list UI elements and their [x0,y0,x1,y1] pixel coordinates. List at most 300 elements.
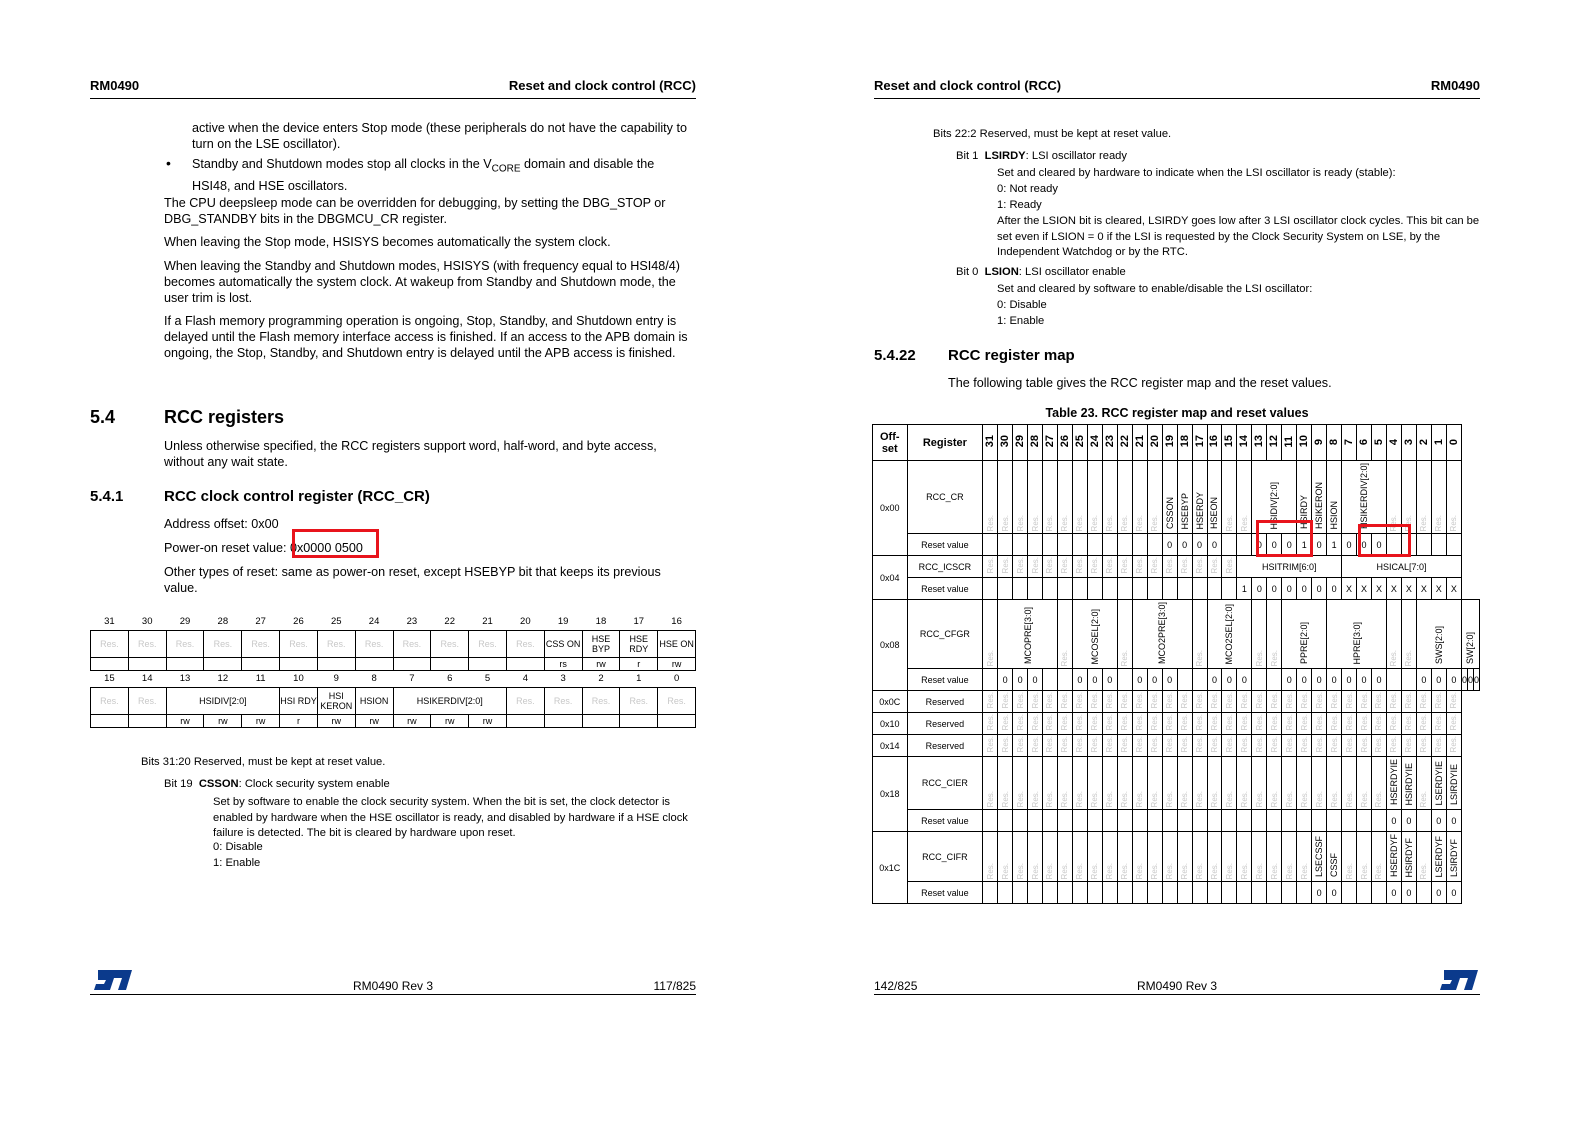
reserved-bit: Res. [1374,714,1384,731]
bit-description: Bits 22:2 Reserved, must be kept at reset value. [933,128,1172,140]
reserved-bit [1087,556,1102,578]
reserved-bit: Res. [1224,790,1234,808]
reserved-bit: Res. [1254,692,1264,709]
reserved-bit [1357,691,1372,713]
reset-bit-value [1312,882,1327,904]
offset-cell: 0x00 [880,503,900,514]
reserved-bit: Res. [1165,790,1175,808]
empty-cell [998,810,1013,832]
column-header-bit: 20 [1148,435,1161,448]
access-type: rw [431,715,469,728]
reserved-bit: Res. [1045,862,1055,880]
reset-bit-value [1357,669,1372,691]
reserved-bit: Res. [1075,714,1085,731]
register-field: HSERDYF [1388,834,1399,878]
bit-description: Bit 0 LSION: LSI oscillator enable [956,266,1126,278]
empty-cell [1282,810,1297,832]
column-header-bit [1416,425,1431,461]
reserved-bit: Res. [1404,714,1414,731]
reset-bit-value [1431,810,1446,832]
reserved-bit: Res. [1090,557,1100,574]
reset-bit-value: 0 [1331,583,1337,594]
reserved-bit: Res. [166,631,204,658]
reserved-bit: Res. [1060,862,1070,880]
register-field: LSERDYIE [1433,760,1444,806]
reserved-bit: Res. [1060,557,1070,574]
reserved-bit [1416,713,1431,735]
reserved-bit: Res. [1299,790,1309,808]
reserved-bit: Res. [1090,790,1100,808]
reserved-bit [1072,461,1087,534]
reserved-bit [1013,713,1028,735]
reserved-bit: Res. [1344,790,1354,808]
reserved-bit [1087,757,1102,810]
column-header-bit: 10 [1298,435,1311,448]
reset-bit-value [1237,578,1252,600]
reserved-bit: Res. [1434,714,1444,731]
reset-value-label [907,669,983,691]
reserved-bit [1013,832,1028,882]
reserved-bit: Res. [1000,862,1010,880]
reset-bit-value [1267,578,1282,600]
reserved-bit: Res. [91,688,129,715]
reserved-bit [1446,735,1461,757]
column-header-bit: 21 [1133,435,1146,448]
reserved-bit: Res. [1090,862,1100,880]
reserved-bit [1222,691,1237,713]
reserved-bit: Res. [1389,714,1399,731]
reserved-bit [1342,832,1357,882]
empty-cell [1028,534,1043,556]
section-title: RCC registers [164,407,285,427]
offset-cell [873,461,908,556]
paragraph: Standby and Shutdown modes stop all clocks in the $V_{CORE}$ domain and disable the HSI48, and HSE oscillators. [192,157,655,193]
register-field: CSSON [1164,497,1175,530]
reserved-bit [1028,757,1043,810]
register-field [1282,600,1327,669]
reserved-bit: Res. [1000,790,1010,808]
reserved-bit: Res. [1120,862,1130,880]
register-name: RCC_ICSCR [918,561,972,572]
reset-bit-value [1282,578,1297,600]
reserved-bit [1237,757,1252,810]
register-field: SWS[2:0] [1433,626,1444,665]
reserved-bit: Res. [1254,862,1264,880]
register-name [907,832,983,882]
reserved-bit [1297,691,1312,713]
column-header-bit [1222,425,1237,461]
reserved-bit: Res. [1209,862,1219,880]
register-field [1431,757,1446,810]
reserved-bit: Res. [544,688,582,715]
empty-cell [1013,810,1028,832]
reset-bit-value [1312,578,1327,600]
reserved-bit: Res. [1060,692,1070,709]
bit-number: 1 [636,673,642,684]
empty-cell [1401,669,1416,691]
reserved-bit [1162,832,1177,882]
column-header-bit [1057,425,1072,461]
reset-bit-value [1252,578,1267,600]
empty-cell [1102,534,1117,556]
rcc-cr-bit-table [90,614,696,728]
register-field: MCOPRE[3:0] [1022,607,1033,665]
reserved-bit: Res. [1150,736,1160,753]
reserved-bit: Res. [1299,736,1309,753]
reset-bit-value [1147,669,1162,691]
column-header-bit: 19 [1163,435,1176,448]
reserved-bit: Res. [1269,862,1279,880]
reserved-bit [1267,600,1282,669]
bit-number: 16 [671,616,682,627]
bit-description: Bits 31:20 Reserved, must be kept at reset value. [141,756,386,768]
reserved-bit: Res. [280,631,318,658]
footer-page-number: 117/825 [653,979,696,993]
reserved-bit [1357,832,1372,882]
bit-detail: 1: Enable [997,315,1045,327]
reserved-bit [983,691,998,713]
column-header-bit [1282,425,1297,461]
empty-cell [1267,882,1282,904]
reset-bit-value: 0 [1331,674,1337,685]
reserved-bit: Res. [1419,862,1429,880]
reserved-bit: Res. [1165,692,1175,709]
column-header-bit: 22 [1118,435,1131,448]
empty-cell [1177,810,1192,832]
reserved-bit [1297,735,1312,757]
bit-number: 26 [293,616,304,627]
empty-cell [1252,882,1267,904]
reserved-bit: Res. [1105,736,1115,753]
empty-cell [1267,810,1282,832]
reserved-bit [1431,713,1446,735]
reserved-bit: Res. [431,631,469,658]
reserved-bit: Res. [1254,714,1264,731]
reserved-bit: Res. [1180,736,1190,753]
reserved-bit: Res. [1135,862,1145,880]
reserved-bit: Res. [1389,649,1399,667]
column-header-bit: 31 [984,435,997,448]
reserved-bit [1087,461,1102,534]
column-header-bit: 27 [1043,435,1056,448]
reserved-bit: Res. [1254,790,1264,808]
reset-bit-value [1416,578,1431,600]
reset-bit-value: 0 [1256,539,1262,550]
bit-detail: 0: Disable [213,841,263,853]
header-section: Reset and clock control (RCC) [874,78,1062,93]
reserved-bit [1416,757,1431,810]
st-logo-icon [92,968,134,992]
column-header-bit: 4 [1387,439,1400,446]
reserved-bit: Res. [1209,736,1219,753]
reset-bit-value: X [1390,583,1397,594]
bit-detail: 0: Disable [997,299,1047,311]
reserved-bit [1327,757,1342,810]
empty-cell [1132,810,1147,832]
reserved-bit [1371,832,1386,882]
bit-detail: Set and cleared by hardware to indicate when the LSI oscillator is ready (stable): [997,167,1396,179]
bit-detail: After the LSION bit is cleared, LSIRDY goes low after 3 LSI oscillator clock cycles. This bit can be set even if LSION = 0 if the LSI is requested by the Clock Security System on LSE, by the Independent Watchdog or by the RTC. [997,215,1480,258]
reserved-bit: Res. [1150,514,1160,532]
reserved-bit: Res. [1090,514,1100,532]
reserved-bit [1072,556,1087,578]
register-field: HSITRIM[6:0] [1261,561,1317,572]
register-field: HSIKERON [1314,482,1325,530]
reserved-bit: Res. [1404,649,1414,667]
reserved-bit [1431,691,1446,713]
reserved-bit: Res. [1045,714,1055,731]
reserved-bit: Res. [1135,692,1145,709]
register-field: MCO2SEL[2:0] [1224,603,1235,665]
reserved-bit [1117,735,1132,757]
bit-number: 21 [482,616,493,627]
reserved-bit: Res. [1135,790,1145,808]
reset-bit-value: 0 [1451,887,1457,898]
reserved-bit [1371,713,1386,735]
highlight-box [1358,524,1411,557]
reset-value-label [907,810,983,832]
reserved-bit [1087,735,1102,757]
empty-cell [1162,810,1177,832]
register-name [907,757,983,810]
reserved-bit: Res. [1284,736,1294,753]
reserved-bit [1057,461,1072,534]
bit-number: 28 [217,616,229,627]
reserved-bit [1386,735,1401,757]
reset-bit-value [1431,882,1446,904]
reserved-bit: Res. [469,631,507,658]
reserved-bit [1386,713,1401,735]
column-header-bit: 7 [1343,439,1356,446]
register-field: CSSF [1329,853,1340,878]
reset-bit-value: 0 [1316,583,1322,594]
reserved-bit: Res. [1180,862,1190,880]
reserved-bit: Res. [1195,790,1205,808]
reserved-bit: Res. [1374,862,1384,880]
reset-bit-value: 1 [1241,583,1247,594]
bit-number: 6 [447,673,453,684]
reserved-bit: Res. [1329,790,1339,808]
reserved-bit: Res. [985,692,995,709]
reserved-bit [1132,735,1147,757]
column-header-bit [983,425,998,461]
reserved-bit: Res. [1165,862,1175,880]
reserved-bit [1028,832,1043,882]
reset-bit-value [1386,578,1401,600]
reset-bit-value: 0 [1226,674,1232,685]
register-field [1177,461,1192,534]
reserved-bit [1207,832,1222,882]
reserved-bit: Res. [1015,714,1025,731]
empty-cell [1057,810,1072,832]
reset-bit-value: 0 [1107,674,1113,685]
reserved-bit [1252,735,1267,757]
register-field: SW[2:0] [1465,632,1476,665]
reserved-bit [1057,735,1072,757]
table-title: Table 23. RCC register map and reset values [1045,406,1309,420]
empty-cell [1342,810,1357,832]
empty-cell [1177,578,1192,600]
reserved-bit [1446,691,1461,713]
reserved-bit: Res. [1120,714,1130,731]
reset-bit-value: 0 [1316,887,1322,898]
empty-cell [1013,534,1028,556]
reserved-bit [1207,757,1222,810]
bit-detail: 1: Ready [997,199,1042,211]
reserved-bit [1043,461,1058,534]
reset-bit-value [1297,669,1312,691]
empty-cell [983,669,998,691]
access-type: r [280,715,318,728]
subsection-title: RCC register map [948,347,1075,364]
offset-cell: 0x10 [880,718,900,729]
column-header-bit: 30 [999,435,1012,448]
offset-cell: 0x1C [879,862,901,873]
reserved-bit: Res. [1000,714,1010,731]
reserved-bit: Res. [1060,649,1070,667]
empty-cell [1013,578,1028,600]
reserved-bit: Res. [1075,692,1085,709]
reserved-bit [1102,556,1117,578]
reserved-bit: Res. [1105,514,1115,532]
bit-number: 25 [330,616,342,627]
access-type: rw [582,658,620,671]
reserved-bit: Res. [1195,736,1205,753]
register-field [1446,832,1461,882]
register-field [1207,600,1252,669]
reset-value: 0x0000 0500 [290,541,363,555]
reserved-bit: Res. [1015,692,1025,709]
field-cssson: CSS ON [544,631,582,658]
reset-bit-value: X [1375,583,1382,594]
reserved-bit [1237,461,1252,534]
column-header-bit: 25 [1073,435,1086,448]
reserved-bit: Res. [1180,692,1190,709]
reserved-bit: Res. [128,631,166,658]
column-header-bit: 6 [1358,439,1370,446]
paragraph: Unless otherwise specified, the RCC registers support word, half-word, and byte access, without any wait state. [164,439,657,469]
offset-cell: 0x08 [880,640,900,651]
reset-bit-value: 0 [1017,674,1023,685]
bit-description: Bit 19 CSSON: Clock security system enable [164,778,390,790]
reserved-bit [1207,691,1222,713]
empty-cell [1192,578,1207,600]
reserved-bit: Res. [1015,736,1025,753]
reset-bit-value: 0 [1376,539,1382,550]
reserved-bit [1057,556,1072,578]
reserved-bit: Res. [1105,790,1115,808]
reserved-bit [1117,461,1132,534]
reset-bit-value: 0 [1286,674,1292,685]
reserved-bit: Res. [1404,514,1414,532]
reserved-bit [1401,461,1416,534]
reset-bit-value: 0 [1002,674,1008,685]
offset-cell [873,556,908,600]
reset-bit-value [1327,669,1342,691]
column-header-bit: 12 [1268,435,1281,448]
reserved-bit: Res. [1150,790,1160,808]
column-header-bit: 0 [1447,439,1460,446]
reserved-bit: Res. [1374,736,1384,753]
empty-cell [1162,578,1177,600]
empty-cell [1207,578,1222,600]
empty-cell [983,882,998,904]
reserved-bit: Res. [242,631,280,658]
empty-cell [998,534,1013,556]
bit-number: 2 [598,673,604,684]
column-header-bit [1117,425,1132,461]
register-field [1072,600,1117,669]
bit-number: 31 [104,616,115,627]
reset-bit-value [1446,882,1461,904]
reserved-bit: Res. [1314,714,1324,731]
column-header-bit: 17 [1193,435,1206,448]
reserved-bit: Res. [1045,736,1055,753]
column-header-bit: 3 [1402,439,1415,446]
reserved-bit [1117,556,1132,578]
reserved-bit [998,461,1013,534]
reset-bit-value [1401,578,1416,600]
column-header-bit [1252,425,1267,461]
register-field: LSERDYF [1433,835,1444,878]
reserved-bit [1013,461,1028,534]
register-name: RCC_CR [926,492,964,503]
reset-value-label [907,578,983,600]
empty-cell [1416,534,1431,556]
reset-value-label [907,534,983,556]
reserved-bit: Res. [1359,714,1369,731]
empty-cell [1207,882,1222,904]
reserved-bit [1267,832,1282,882]
register-field [1431,832,1446,882]
reserved-bit [1117,713,1132,735]
reserved-bit [1386,691,1401,713]
empty-cell [1371,810,1386,832]
reserved-bit [983,461,998,534]
reserved-bit [1013,556,1028,578]
reset-bit-value: X [1435,583,1442,594]
reset-bit-value: 0 [1391,887,1397,898]
column-header-bit: 26 [1058,435,1071,448]
paragraph: When leaving the Standby and Shutdown modes, HSISYS (with frequency equal to HSI48/4) becomes automatically the system clock. At wakeup from Standby and Shutdown mode, the user trim is lost. [164,259,680,305]
column-header-bit: 23 [1103,435,1116,448]
field-hsirdy: HSI RDY [280,688,318,715]
reset-bit-value: X [1346,583,1353,594]
empty-cell [1192,810,1207,832]
reserved-bit [1102,713,1117,735]
bit-description: Bit 1 LSIRDY: LSI oscillator ready [956,150,1127,162]
reserved-bit: Res. [1030,790,1040,808]
access-type: rw [242,715,280,728]
register-field: HSERDY [1194,491,1205,530]
reserved-bit [1342,735,1357,757]
register-field: PPRE[2:0] [1299,622,1310,665]
reserved-bit: Res. [1269,736,1279,753]
register-field: HSIKERDIV[2:0] [1359,463,1369,530]
column-header-bit [1192,425,1207,461]
reserved-bit: Res. [985,514,995,532]
reserved-bit: Res. [1165,736,1175,753]
reserved-bit [1267,713,1282,735]
reserved-bit [1267,691,1282,713]
empty-cell [1416,810,1431,832]
register-field [998,600,1058,669]
reserved-bit: Res. [1359,736,1369,753]
reserved-bit [1192,735,1207,757]
empty-cell [1237,534,1252,556]
reserved-bit: Res. [1269,790,1279,808]
reserved-bit [1043,556,1058,578]
